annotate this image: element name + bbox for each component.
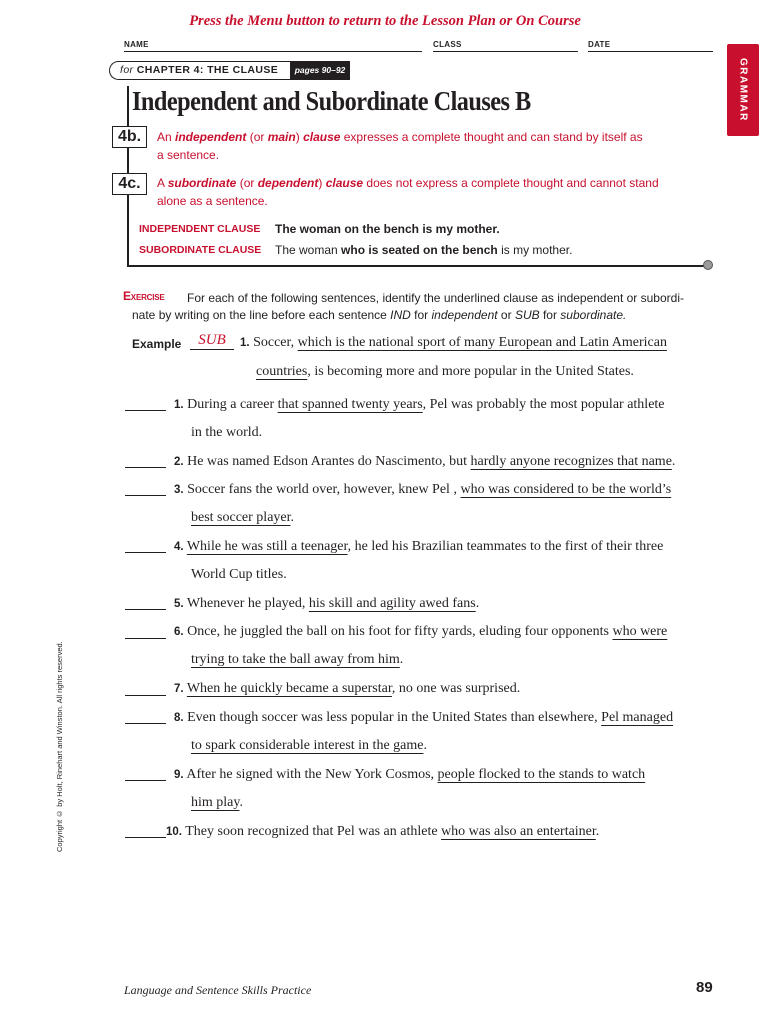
underlined-clause: to spark considerable interest in the game — [191, 738, 424, 753]
rule-text-part: An — [157, 130, 176, 144]
underlined-clause: countries — [256, 364, 308, 379]
sentence-part: Once, he juggled the ball on his foot for fifty yards, eluding four opponents — [187, 624, 613, 639]
sentence-part: Soccer fans the world over, however, knew Pel , — [187, 482, 461, 497]
copyright-notice: Copyright © by Holt, Rinehart and Winston. All rights reserved. — [55, 641, 64, 852]
item-number: 1. — [240, 337, 250, 349]
item-number: 10. — [166, 826, 182, 838]
directions-text: for — [539, 308, 561, 322]
underlined-clause: that spanned twenty years — [277, 397, 423, 412]
item-4-line-2 — [191, 567, 287, 583]
underlined-clause: Pel managed — [601, 710, 674, 725]
class-line[interactable] — [433, 51, 578, 52]
example-sentence-line-2 — [256, 364, 634, 380]
answer-blank-10[interactable] — [125, 837, 166, 838]
answer-blank-7[interactable] — [125, 695, 166, 696]
sentence-part: He was named Edson Arantes do Nascimento, but — [187, 454, 471, 469]
sentence-part: Soccer, — [253, 335, 298, 350]
example-sentence-line-1 — [240, 335, 667, 351]
pages-badge: pages 90–92 — [290, 62, 350, 79]
item-8-line-1 — [174, 710, 673, 726]
sentence-part: The woman — [275, 243, 342, 257]
sentence-part: . — [475, 596, 480, 611]
item-10-line-1 — [166, 824, 599, 840]
item-8-line-2 — [191, 738, 427, 754]
item-number: 2. — [174, 456, 184, 468]
rule-term: independent — [175, 130, 247, 144]
directions-text: or — [497, 308, 515, 322]
item-number: 3. — [174, 484, 184, 496]
underlined-clause: which is the national sport of many European and Latin American — [297, 335, 667, 350]
rule-term: clause — [303, 130, 341, 144]
name-line[interactable] — [124, 51, 422, 52]
sentence-part: Even though soccer was less popular in the United States than elsewhere, — [187, 710, 602, 725]
sentence-part: . — [423, 738, 427, 753]
answer-blank-8[interactable] — [125, 723, 166, 724]
name-label: NAME — [124, 40, 149, 49]
item-6-line-2 — [191, 652, 403, 668]
divider-knob — [703, 260, 713, 270]
sentence-emphasis: who is seated on the bench — [341, 243, 498, 257]
date-label: DATE — [588, 40, 611, 49]
answer-blank-9[interactable] — [125, 780, 166, 781]
rule-term: clause — [325, 176, 364, 190]
date-line[interactable] — [588, 51, 713, 52]
underlined-clause: While he was still a teenager — [186, 539, 348, 554]
directions-term: independent — [431, 308, 498, 322]
menu-return-link[interactable]: Press the Menu button to return to the Lesson Plan or On Course — [189, 13, 581, 29]
independent-clause-label: INDEPENDENT CLAUSE — [139, 223, 261, 235]
rule-text-part: does not express a complete thought and cannot stand — [363, 176, 659, 190]
section-divider — [127, 265, 706, 267]
sentence-part: is my mother. — [497, 243, 573, 257]
item-number: 9. — [174, 769, 184, 781]
item-number: 8. — [174, 712, 184, 724]
answer-blank-4[interactable] — [125, 552, 166, 553]
directions-text: nate by writing on the line before each sentence — [132, 308, 391, 322]
rule-text-part: A — [157, 176, 168, 190]
example-answer: SUB — [190, 331, 234, 350]
directions-text: for — [410, 308, 432, 322]
book-title: Language and Sentence Skills Practice — [124, 983, 312, 997]
underlined-clause: people flocked to the stands to watch — [437, 767, 646, 782]
answer-blank-3[interactable] — [125, 495, 166, 496]
rule-text-part: (or — [236, 176, 258, 190]
sentence-part: , is becoming more and more popular in the United States. — [307, 364, 634, 379]
directions-line-1: For each of the following sentences, identify the underlined clause as independent or subordi- — [187, 291, 684, 305]
underlined-clause: him play — [191, 795, 240, 810]
chapter-heading — [120, 64, 278, 76]
item-number: 5. — [174, 598, 184, 610]
grammar-tab-label: GRAMMAR — [737, 58, 749, 122]
rule-term: subordinate — [167, 176, 237, 190]
underlined-clause: hardly anyone recognizes that name — [470, 454, 672, 469]
sentence-part: Whenever he played, — [186, 596, 309, 611]
item-3-line-1 — [174, 482, 671, 498]
directions-term: SUB — [514, 308, 540, 322]
item-5-line-1 — [174, 596, 479, 612]
item-7-line-1 — [174, 681, 520, 697]
item-number: 6. — [174, 626, 184, 638]
item-number: 4. — [174, 541, 184, 553]
underlined-clause: who were — [612, 624, 668, 639]
underlined-clause: When he quickly became a superstar — [186, 681, 392, 696]
item-6-line-1 — [174, 624, 667, 640]
sentence-part: . — [595, 824, 600, 839]
underlined-clause: trying to take the ball away from him — [191, 652, 400, 667]
rule-text-part: ) — [318, 176, 326, 190]
sentence-part: . — [399, 652, 404, 667]
independent-clause-sentence: The woman on the bench is my mother. — [275, 222, 500, 236]
chapter-name: CHAPTER 4: THE CLAUSE — [136, 64, 279, 76]
chapter-prefix: for — [120, 64, 134, 76]
class-label: CLASS — [433, 40, 462, 49]
rule-4c-line2: alone as a sentence. — [157, 194, 268, 208]
rule-4c-text — [157, 174, 659, 192]
sentence-part: in the world. — [191, 425, 263, 440]
sentence-part: , he led his Brazilian teammates to the first of their three — [347, 539, 664, 554]
sentence-part: . — [239, 795, 243, 810]
subordinate-clause-label: SUBORDINATE CLAUSE — [139, 244, 262, 256]
item-9-line-1 — [174, 767, 645, 783]
rule-4b-line2: a sentence. — [157, 148, 220, 162]
sentence-part: World Cup titles. — [191, 567, 287, 582]
sentence-part: During a career — [187, 397, 278, 412]
exercise-title: Exercise — [123, 289, 165, 303]
sentence-part: . — [290, 510, 295, 525]
page-number: 89 — [696, 979, 713, 996]
item-2-line-1 — [174, 454, 675, 470]
sentence-part: , Pel was probably the most popular athlete — [422, 397, 665, 412]
rule-text-part: ) — [295, 130, 304, 144]
underlined-clause: best soccer player — [191, 510, 291, 525]
answer-blank-2[interactable] — [125, 467, 166, 468]
sentence-part: After he signed with the New York Cosmos, — [186, 767, 438, 782]
answer-blank-1[interactable] — [125, 410, 166, 411]
directions-line-2 — [132, 306, 626, 324]
subordinate-clause-sentence — [275, 243, 572, 257]
underlined-clause: his skill and agility awed fans — [308, 596, 476, 611]
rule-term: main — [267, 130, 296, 144]
sentence-part: They soon recognized that Pel was an athlete — [185, 824, 442, 839]
directions-term: subordinate. — [560, 308, 627, 322]
item-1-line-2 — [191, 425, 262, 441]
item-4-line-1 — [174, 539, 663, 555]
rule-4b-text — [157, 128, 643, 146]
item-number: 7. — [174, 683, 184, 695]
item-1-line-1 — [174, 397, 665, 413]
item-3-line-2 — [191, 510, 294, 526]
underlined-clause: who was considered to be the world’s — [460, 482, 672, 497]
page-title: Independent and Subordinate Clauses B — [132, 86, 531, 116]
underlined-clause: who was also an entertainer — [441, 824, 596, 839]
answer-blank-6[interactable] — [125, 638, 166, 639]
rule-text-part: expresses a complete thought and can stand by itself as — [340, 130, 643, 144]
rule-4b-box: 4b. — [112, 126, 147, 148]
example-label: Example — [132, 337, 182, 351]
answer-blank-5[interactable] — [125, 609, 166, 610]
item-9-line-2 — [191, 795, 243, 811]
rule-term: dependent — [257, 176, 319, 190]
item-number: 1. — [174, 399, 184, 411]
sentence-part: . — [671, 454, 676, 469]
directions-term: IND — [390, 308, 411, 322]
rule-text-part: (or — [246, 130, 268, 144]
rule-4c-box: 4c. — [112, 173, 147, 195]
sentence-part: , no one was surprised. — [391, 681, 521, 696]
